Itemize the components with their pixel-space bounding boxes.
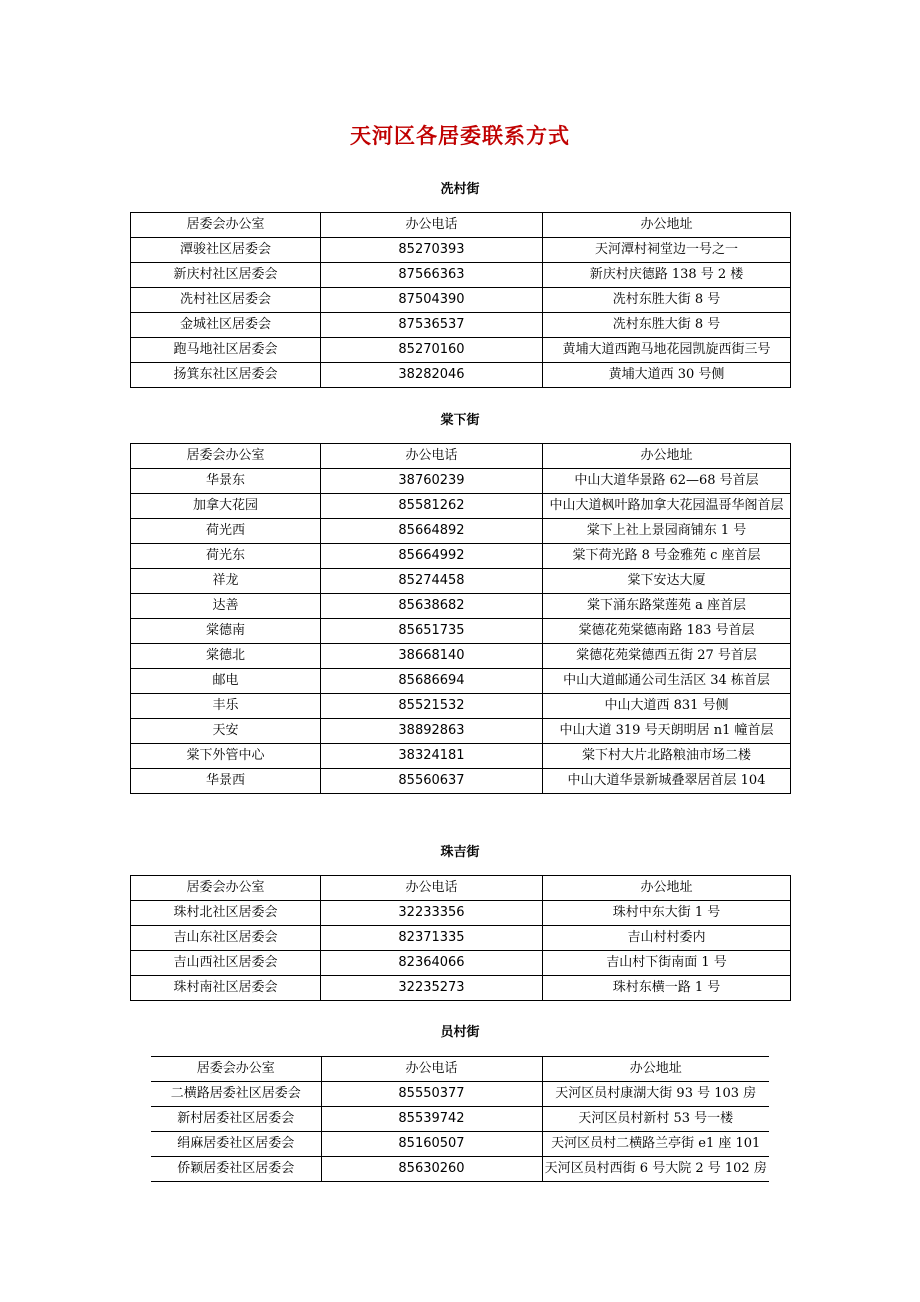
table-row [131,338,791,363]
office-phone: 85664992 [321,544,543,569]
table-row [131,901,791,926]
table-row [131,363,791,388]
office-name: 潭骏社区居委会 [131,238,321,263]
office-name: 珠村南社区居委会 [131,976,321,1001]
office-phone: 85664892 [321,519,543,544]
office-phone: 85539742 [321,1107,542,1132]
header-address: 办公地址 [543,876,791,901]
office-address: 棠下村大片北路粮油市场二楼 [543,744,791,769]
office-phone: 87504390 [321,288,543,313]
office-address: 中山大道 319 号天朗明居 n1 幢首层 [543,719,791,744]
office-phone: 38324181 [321,744,543,769]
table-header-row [151,1057,769,1082]
table-row [131,951,791,976]
office-name: 棠德北 [131,644,321,669]
office-phone: 85560637 [321,769,543,794]
office-address: 棠德花苑棠德南路 183 号首层 [543,619,791,644]
office-phone: 85651735 [321,619,543,644]
office-address: 吉山村下街南面 1 号 [543,951,791,976]
office-address: 冼村东胜大街 8 号 [543,288,791,313]
table-row [131,976,791,1001]
office-address: 中山大道邮通公司生活区 34 栋首层 [543,669,791,694]
office-phone: 85638682 [321,594,543,619]
office-name: 荷光东 [131,544,321,569]
table-xiancun [130,212,791,388]
table-header-row [131,876,791,901]
header-office: 居委会办公室 [131,213,321,238]
office-name: 新村居委社区居委会 [151,1107,321,1132]
table-row [151,1132,769,1157]
office-name: 加拿大花园 [131,494,321,519]
table-row [131,694,791,719]
table-tangxia [130,443,791,794]
office-address: 棠下上社上景园商铺东 1 号 [543,519,791,544]
office-phone: 85550377 [321,1082,542,1107]
section-title-yuancun: 员村街 [440,1025,480,1040]
table-row [131,519,791,544]
table-row [131,594,791,619]
table-zhuji [130,875,791,1001]
office-phone: 85270393 [321,238,543,263]
office-name: 侨颖居委社区居委会 [151,1157,321,1182]
office-phone: 38282046 [321,363,543,388]
office-name: 祥龙 [131,569,321,594]
table-row [131,669,791,694]
office-phone: 85521532 [321,694,543,719]
table-row [131,544,791,569]
header-office: 居委会办公室 [131,444,321,469]
table-row [131,263,791,288]
office-name: 邮电 [131,669,321,694]
office-phone: 38760239 [321,469,543,494]
office-name: 华景东 [131,469,321,494]
header-address: 办公地址 [543,213,791,238]
page-title: 天河区各居委联系方式 [350,123,570,148]
table-row [131,926,791,951]
office-name: 新庆村社区居委会 [131,263,321,288]
office-address: 棠下荷光路 8 号金雅苑 c 座首层 [543,544,791,569]
table-header-row [131,213,791,238]
office-name: 绢麻居委社区居委会 [151,1132,321,1157]
header-office: 居委会办公室 [151,1057,321,1082]
table-yuancun [151,1056,769,1182]
office-address: 天河区员村二横路兰亭街 e1 座 101 [542,1132,769,1157]
office-phone: 82371335 [321,926,543,951]
office-phone: 32233356 [321,901,543,926]
office-address: 棠下涌东路棠莲苑 a 座首层 [543,594,791,619]
table-row [131,494,791,519]
office-name: 吉山东社区居委会 [131,926,321,951]
table-row [131,719,791,744]
office-address: 珠村东横一路 1 号 [543,976,791,1001]
table-row [131,569,791,594]
office-address: 吉山村村委内 [543,926,791,951]
office-phone: 85274458 [321,569,543,594]
header-phone: 办公电话 [321,213,543,238]
table-row [131,769,791,794]
header-office: 居委会办公室 [131,876,321,901]
office-address: 中山大道西 831 号侧 [543,694,791,719]
office-address: 天河区员村新村 53 号一楼 [542,1107,769,1132]
office-phone: 87536537 [321,313,543,338]
office-name: 荷光西 [131,519,321,544]
office-address: 天河区员村康湖大街 93 号 103 房 [542,1082,769,1107]
header-address: 办公地址 [543,444,791,469]
office-address: 棠下安达大厦 [543,569,791,594]
office-phone: 38668140 [321,644,543,669]
office-address: 中山大道华景路 62—68 号首层 [543,469,791,494]
office-name: 丰乐 [131,694,321,719]
office-name: 华景西 [131,769,321,794]
office-address: 珠村中东大街 1 号 [543,901,791,926]
office-name: 棠德南 [131,619,321,644]
office-address: 中山大道华景新城叠翠居首层 104 [543,769,791,794]
office-name: 天安 [131,719,321,744]
office-name: 冼村社区居委会 [131,288,321,313]
header-address: 办公地址 [542,1057,769,1082]
table-row [131,313,791,338]
office-address: 中山大道枫叶路加拿大花园温哥华阁首层 [543,494,791,519]
header-phone: 办公电话 [321,876,543,901]
table-row [151,1082,769,1107]
table-row [131,619,791,644]
office-phone: 82364066 [321,951,543,976]
table-row [131,744,791,769]
office-name: 吉山西社区居委会 [131,951,321,976]
office-address: 天河潭村祠堂边一号之一 [543,238,791,263]
table-row [131,288,791,313]
table-header-row [131,444,791,469]
office-phone: 87566363 [321,263,543,288]
office-name: 棠下外管中心 [131,744,321,769]
table-row [131,644,791,669]
table-row [131,238,791,263]
section-title-xiancun: 冼村街 [440,182,480,197]
office-name: 跑马地社区居委会 [131,338,321,363]
office-phone: 85270160 [321,338,543,363]
header-phone: 办公电话 [321,444,543,469]
table-row [151,1157,769,1182]
section-title-zhuji: 珠吉街 [440,845,480,860]
office-phone: 85160507 [321,1132,542,1157]
office-address: 天河区员村西街 6 号大院 2 号 102 房 [542,1157,769,1182]
office-phone: 32235273 [321,976,543,1001]
table-row [131,469,791,494]
office-address: 冼村东胜大街 8 号 [543,313,791,338]
office-address: 棠德花苑棠德西五街 27 号首层 [543,644,791,669]
office-address: 黄埔大道西跑马地花园凯旋西街三号 [543,338,791,363]
office-phone: 85581262 [321,494,543,519]
office-phone: 85686694 [321,669,543,694]
office-phone: 85630260 [321,1157,542,1182]
office-phone: 38892863 [321,719,543,744]
office-address: 黄埔大道西 30 号侧 [543,363,791,388]
office-name: 金城社区居委会 [131,313,321,338]
section-title-tangxia: 棠下街 [440,413,480,428]
office-name: 珠村北社区居委会 [131,901,321,926]
table-row [151,1107,769,1132]
office-address: 新庆村庆德路 138 号 2 楼 [543,263,791,288]
office-name: 达善 [131,594,321,619]
header-phone: 办公电话 [321,1057,542,1082]
office-name: 扬箕东社区居委会 [131,363,321,388]
office-name: 二横路居委社区居委会 [151,1082,321,1107]
